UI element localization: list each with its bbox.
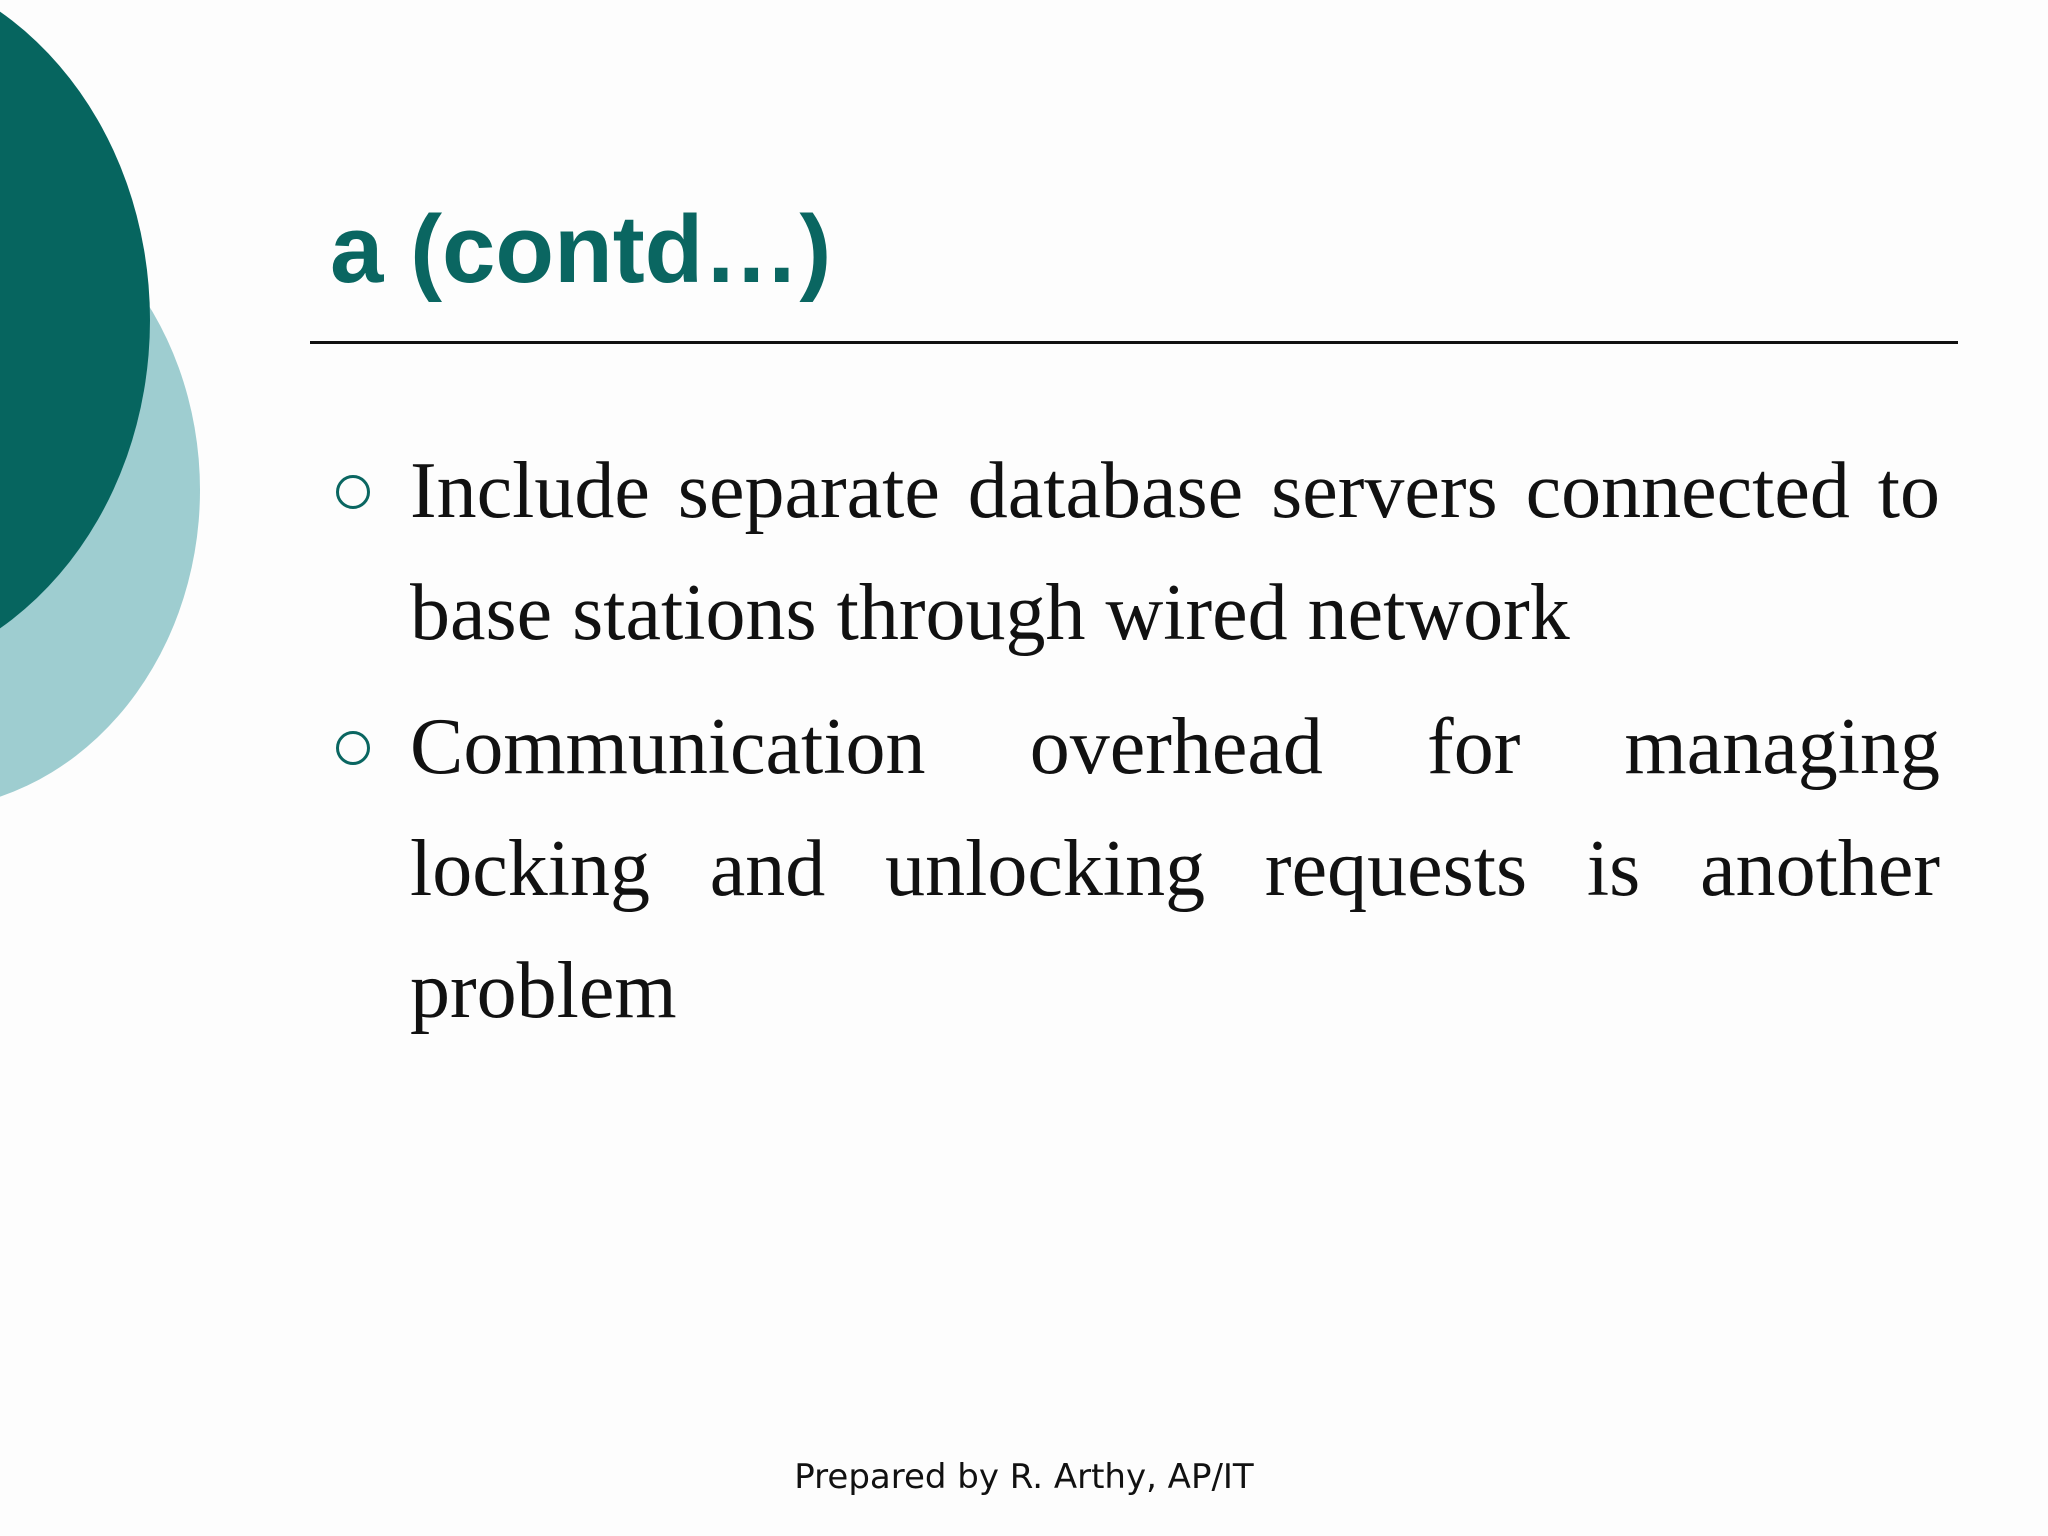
bullet-list [330, 430, 1940, 1064]
bullet-text: Communication overhead for managing locking and unlocking requests is another problem [410, 703, 1940, 1035]
bullet-item [330, 686, 1940, 1052]
hollow-circle-bullet-icon [336, 731, 370, 765]
hollow-circle-bullet-icon [336, 475, 370, 509]
title-divider [310, 341, 1958, 344]
bullet-item [330, 430, 1940, 674]
slide-title: a (contd…) [330, 196, 832, 303]
slide-footer: Prepared by R. Arthy, AP/IT [794, 1457, 1254, 1497]
bullet-text: Include separate database servers connected to base stations through wired network [410, 447, 1940, 657]
